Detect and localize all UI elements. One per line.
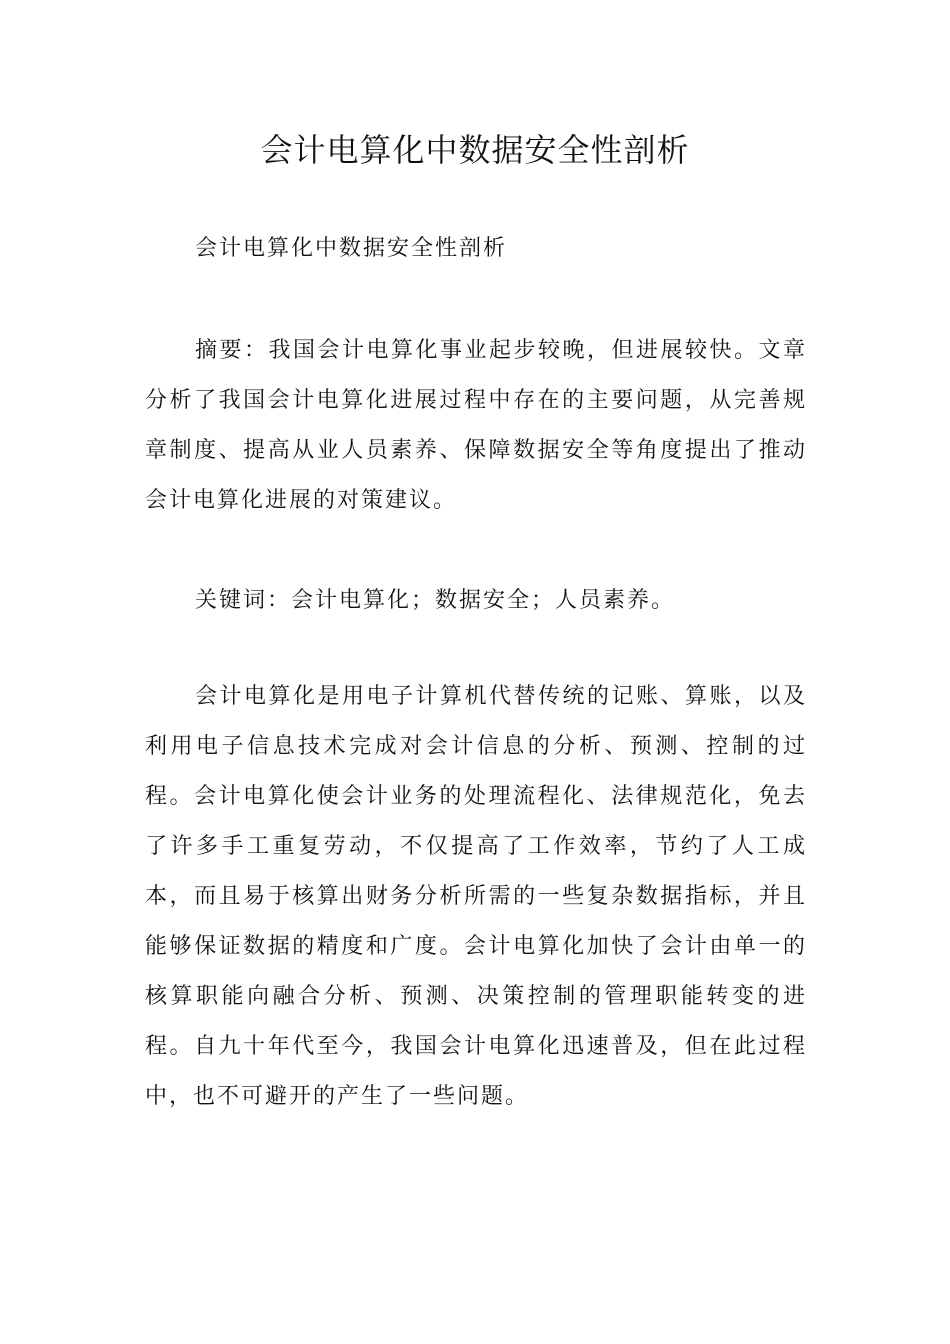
abstract-paragraph: 摘要：我国会计电算化事业起步较晚，但进展较快。文章分析了我国会计电算化进展过程中存在的主要问题，从完善规章制度、提高从业人员素养、保障数据安全等角度提出了推动会计电算化进展的对策建议。 <box>145 338 807 513</box>
keywords-paragraph: 关键词：会计电算化；数据安全；人员素养。 <box>195 588 676 613</box>
body-paragraph: 会计电算化是用电子计算机代替传统的记账、算账，以及利用电子信息技术完成对会计信息的分析、预测、控制的过程。会计电算化使会计业务的处理流程化、法律规范化，免去了许多手工重复劳动，不仅提高了工作效率，节约了人工成本，而且易于核算出财务分析所需的一些复杂数据指标，并且能够保证数据的精度和广度。会计电算化加快了会计由单一的核算职能向融合分析、预测、决策控制的管理职能转变的进程。自九十年代至今，我国会计电算化迅速普及，但在此过程中，也不可避开的产生了一些问题。 <box>145 684 807 1109</box>
document-title: 会计电算化中数据安全性剖析 <box>260 131 690 169</box>
document-subtitle: 会计电算化中数据安全性剖析 <box>195 236 508 261</box>
